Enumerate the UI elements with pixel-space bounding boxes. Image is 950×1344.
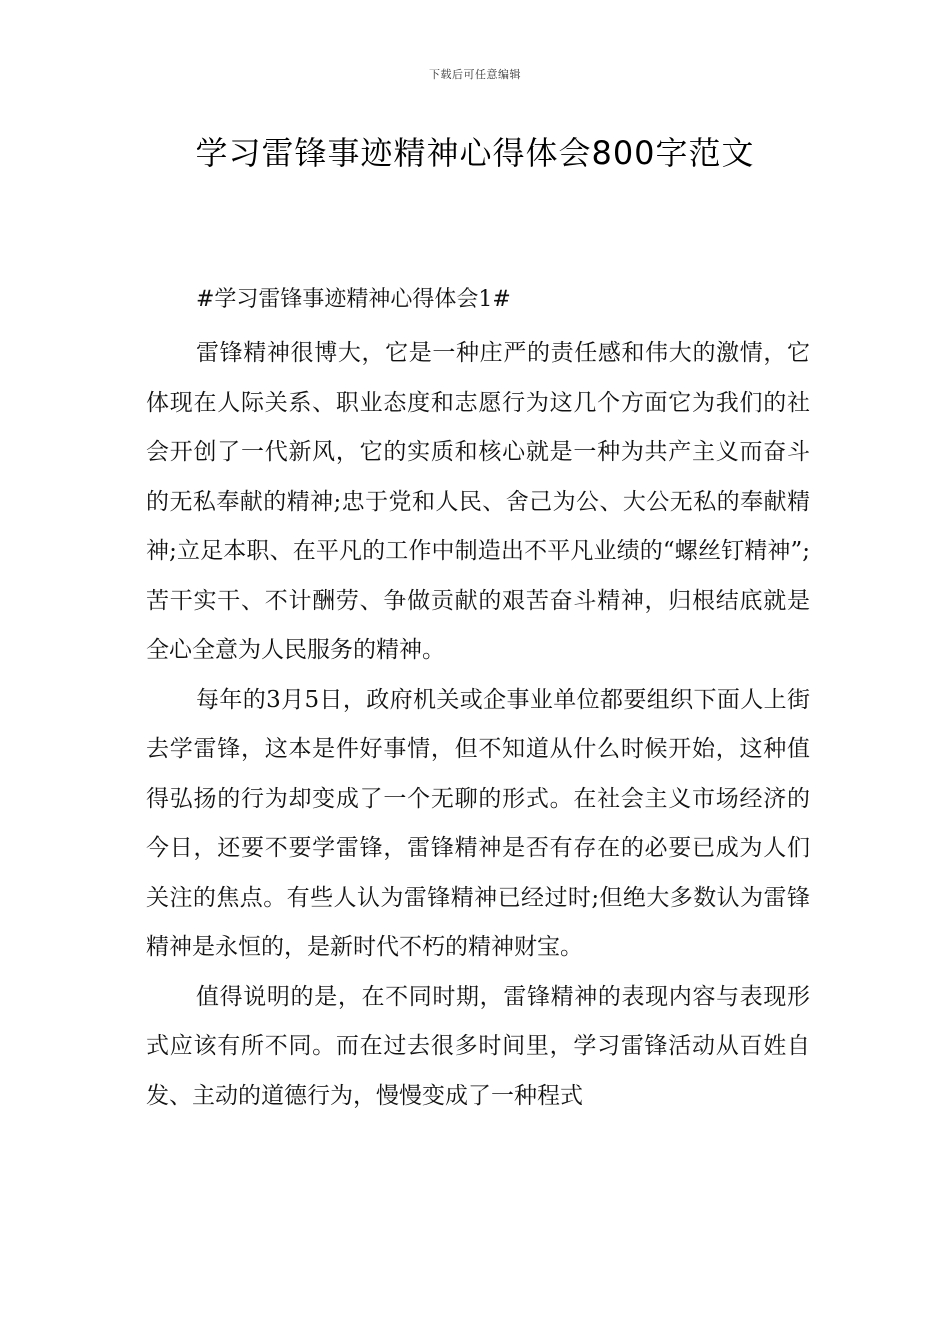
document-body [146, 280, 810, 1121]
paragraph-1: 雷锋精神很博大，它是一种庄严的责任感和伟大的激情，它体现在人际关系、职业态度和志愿行为这几个方面它为我们的社会开创了一代新风，它的实质和核心就是一种为共产主义而奋斗的无私奉献的精神;忠于党和人民、舍己为公、大公无私的奉献精神;立足本职、在平凡的工作中制造出不平凡业绩的“螺丝钉精神”;苦干实干、不计酬劳、争做贡献的艰苦奋斗精神，归根结底就是全心全意为人民服务的精神。 [146, 340, 810, 663]
paragraph-3: 值得说明的是，在不同时期，雷锋精神的表现内容与表现形式应该有所不同。而在过去很多时间里，学习雷锋活动从百姓自发、主动的道德行为，慢慢变成了一种程式 [146, 983, 810, 1109]
document-title: 学习雷锋事迹精神心得体会800字范文 [195, 134, 755, 172]
paragraph-2: 每年的3月5日，政府机关或企事业单位都要组织下面人上街去学雷锋，这本是件好事情，但不知道从什么时候开始，这种值得弘扬的行为却变成了一个无聊的形式。在社会主义市场经济的今日，还要不要学雷锋，雷锋精神是否有存在的必要已成为人们关注的焦点。有些人认为雷锋精神已经过时;但绝大多数认为雷锋精神是永恒的，是新时代不朽的精神财宝。 [146, 686, 810, 960]
header-note: 下载后可任意编辑 [429, 68, 521, 81]
section-heading: #学习雷锋事迹精神心得体会1# [196, 287, 511, 312]
